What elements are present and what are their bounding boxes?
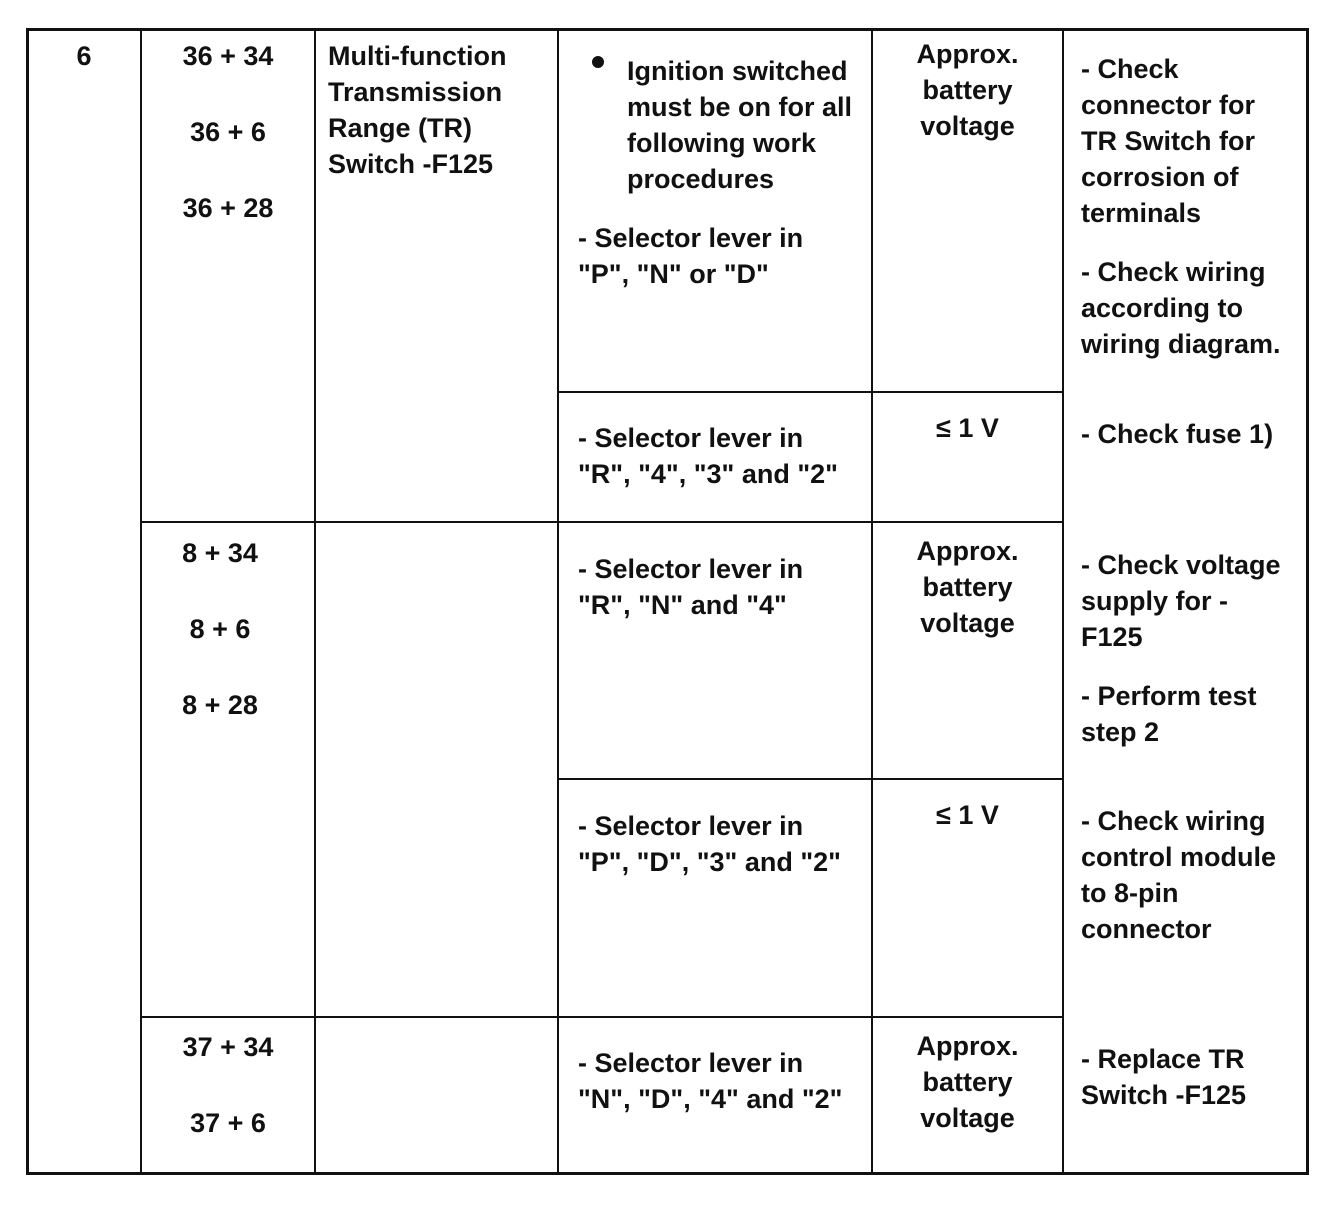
condition-note: Ignition switched must be on for all following work procedures <box>627 56 853 194</box>
remedy: - Check fuse 1) <box>1081 419 1274 449</box>
border-top <box>26 28 1309 31</box>
step-number: 6 <box>76 41 92 71</box>
border-left <box>26 28 29 1175</box>
remedy: - Check voltage supply for - F125 - Perform test step 2 <box>1081 550 1281 747</box>
border-right <box>1306 28 1309 1175</box>
condition: - Selector lever in "P", "N" or "D" <box>578 223 804 289</box>
specified-value: Approx. battery voltage <box>916 1031 1019 1133</box>
terminal-pair: 8 + 6 <box>189 614 251 644</box>
condition: - Selector lever in "R", "N" and "4" <box>578 554 804 620</box>
divider-row-3 <box>557 778 1064 780</box>
condition: - Selector lever in "P", "D", "3" and "2" <box>578 811 841 877</box>
specified-value: Approx. battery voltage <box>916 39 1019 141</box>
terminal-pair: 37 + 34 <box>182 1032 274 1062</box>
divider-row-1 <box>557 391 1064 393</box>
divider-col-4 <box>871 28 873 1175</box>
terminal-pair: 37 + 6 <box>190 1108 266 1138</box>
remedy: - Check connector for TR Switch for corrosion of terminals - Check wiring according to wiring diagram. <box>1081 54 1281 359</box>
specified-value: Approx. battery voltage <box>916 536 1019 638</box>
condition: - Selector lever in "R", "4", "3" and "2" <box>578 423 838 489</box>
divider-col-5 <box>1062 28 1064 1175</box>
divider-col-2 <box>314 28 316 1175</box>
terminal-pair: 36 + 34 <box>182 41 274 71</box>
border-bottom <box>26 1172 1309 1175</box>
bullet-icon <box>592 56 604 68</box>
terminal-pair: 8 + 28 <box>182 690 258 720</box>
divider-col-3 <box>557 28 559 1175</box>
divider-col-1 <box>140 28 142 1175</box>
terminal-pair: 36 + 28 <box>182 193 274 223</box>
divider-row-2 <box>140 521 1064 523</box>
specified-value: ≤ 1 V <box>936 413 999 443</box>
divider-row-4 <box>140 1016 1064 1018</box>
remedy: - Replace TR Switch -F125 <box>1081 1044 1247 1110</box>
condition: - Selector lever in "N", "D", "4" and "2" <box>578 1048 843 1114</box>
terminal-pair: 36 + 6 <box>190 117 266 147</box>
component-name: Multi-function Transmission Range (TR) Switch -F125 <box>328 41 507 179</box>
specified-value: ≤ 1 V <box>936 800 999 830</box>
terminal-pair: 8 + 34 <box>182 538 258 568</box>
remedy: - Check wiring control module to 8-pin connector <box>1081 806 1276 944</box>
